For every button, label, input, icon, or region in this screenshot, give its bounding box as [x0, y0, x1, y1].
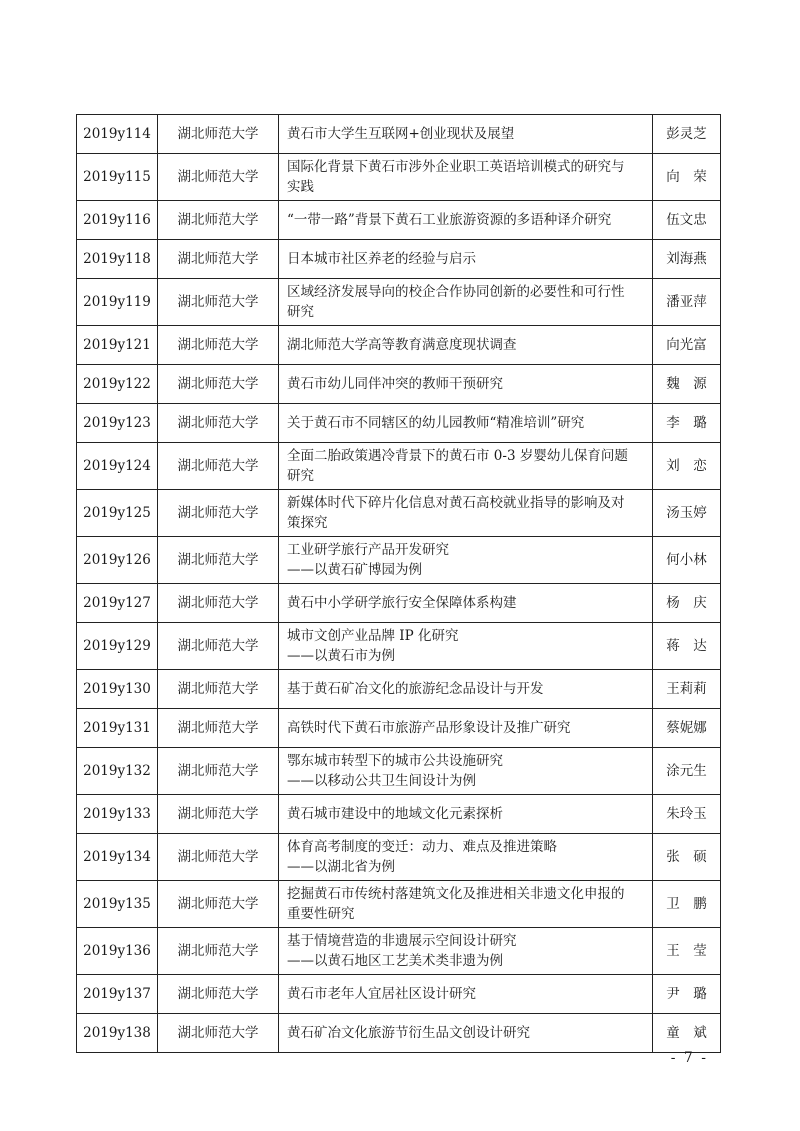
project-title-cell — [279, 490, 653, 537]
project-title-line2: ——以湖北省为例 — [287, 859, 395, 875]
project-id-cell: 2019y121 — [77, 326, 158, 365]
project-title-cell — [279, 279, 653, 326]
project-id-cell: 2019y134 — [77, 834, 158, 881]
institution-cell: 湖北师范大学 — [158, 326, 279, 365]
author-cell: 蔡妮娜 — [653, 709, 721, 748]
author-cell: 潘亚萍 — [653, 279, 721, 326]
project-title-cell — [279, 975, 653, 1014]
table-row — [77, 623, 721, 670]
institution-cell: 湖北师范大学 — [158, 975, 279, 1014]
project-title-cell — [279, 928, 653, 975]
institution-cell: 湖北师范大学 — [158, 670, 279, 709]
project-title-cell — [279, 834, 653, 881]
author-cell: 彭灵芝 — [653, 115, 721, 154]
table-row — [77, 443, 721, 490]
author-cell: 张 硕 — [653, 834, 721, 881]
project-table — [76, 114, 721, 1053]
project-id-cell: 2019y129 — [77, 623, 158, 670]
project-id-cell: 2019y127 — [77, 584, 158, 623]
project-id-cell: 2019y136 — [77, 928, 158, 975]
project-title-line1: 基于情境营造的非遗展示空间设计研究 — [287, 933, 517, 949]
project-id-cell: 2019y123 — [77, 404, 158, 443]
project-title-cell — [279, 795, 653, 834]
project-id-cell: 2019y116 — [77, 201, 158, 240]
page-number: - 7 - — [670, 1050, 708, 1066]
project-id-cell: 2019y130 — [77, 670, 158, 709]
author-cell: 伍文忠 — [653, 201, 721, 240]
project-title-cell — [279, 881, 653, 928]
project-title-line1: 国际化背景下黄石市涉外企业职工英语培训模式的研究与 — [287, 159, 625, 175]
project-id-cell: 2019y125 — [77, 490, 158, 537]
project-title-line1: 工业研学旅行产品开发研究 — [287, 542, 449, 558]
project-title-line2: ——以黄石市为例 — [287, 648, 395, 664]
project-title-cell — [279, 1014, 653, 1053]
project-title-line2: ——以黄石矿博园为例 — [287, 562, 422, 578]
table-row — [77, 795, 721, 834]
project-id-cell: 2019y124 — [77, 443, 158, 490]
table-row — [77, 326, 721, 365]
project-id-cell: 2019y118 — [77, 240, 158, 279]
project-title-line1: 黄石城市建设中的地域文化元素探析 — [287, 806, 503, 822]
project-id-cell: 2019y122 — [77, 365, 158, 404]
project-title-cell — [279, 748, 653, 795]
project-title-line2: 研究 — [287, 304, 314, 320]
project-title-line1: 基于黄石矿冶文化的旅游纪念品设计与开发 — [287, 681, 544, 697]
institution-cell: 湖北师范大学 — [158, 623, 279, 670]
institution-cell: 湖北师范大学 — [158, 240, 279, 279]
author-cell: 卫 鹏 — [653, 881, 721, 928]
project-title-line1: 区域经济发展导向的校企合作协同创新的必要性和可行性 — [287, 284, 625, 300]
project-id-cell: 2019y115 — [77, 154, 158, 201]
project-table-body — [77, 115, 721, 1053]
author-cell: 何小林 — [653, 537, 721, 584]
table-row — [77, 748, 721, 795]
project-id-cell: 2019y135 — [77, 881, 158, 928]
author-cell: 魏 源 — [653, 365, 721, 404]
project-title-cell — [279, 584, 653, 623]
project-id-cell: 2019y114 — [77, 115, 158, 154]
institution-cell: 湖北师范大学 — [158, 115, 279, 154]
project-title-line1: 城市文创产业品牌 IP 化研究 — [287, 628, 459, 644]
table-row — [77, 490, 721, 537]
project-title-line1: 黄石市幼儿同伴冲突的教师干预研究 — [287, 376, 503, 392]
author-cell: 尹 璐 — [653, 975, 721, 1014]
project-title-line1: 日本城市社区养老的经验与启示 — [287, 251, 476, 267]
project-title-line1: 全面二胎政策遇冷背景下的黄石市 0-3 岁婴幼儿保育问题 — [287, 448, 628, 464]
project-id-cell: 2019y132 — [77, 748, 158, 795]
table-row — [77, 240, 721, 279]
author-cell: 刘海燕 — [653, 240, 721, 279]
table-row — [77, 537, 721, 584]
project-title-line1: 黄石市老年人宜居社区设计研究 — [287, 986, 476, 1002]
institution-cell: 湖北师范大学 — [158, 154, 279, 201]
project-title-cell — [279, 240, 653, 279]
project-title-line1: 鄂东城市转型下的城市公共设施研究 — [287, 753, 503, 769]
author-cell: 向 荣 — [653, 154, 721, 201]
project-title-cell — [279, 537, 653, 584]
institution-cell: 湖北师范大学 — [158, 365, 279, 404]
table-row — [77, 881, 721, 928]
author-cell: 李 璐 — [653, 404, 721, 443]
project-table-wrapper — [76, 114, 720, 1053]
table-row — [77, 404, 721, 443]
project-title-line2: 策探究 — [287, 515, 328, 531]
project-title-cell — [279, 115, 653, 154]
author-cell: 刘 恋 — [653, 443, 721, 490]
institution-cell: 湖北师范大学 — [158, 834, 279, 881]
project-title-line1: 黄石市大学生互联网+创业现状及展望 — [287, 126, 515, 142]
project-title-line2: ——以移动公共卫生间设计为例 — [287, 773, 476, 789]
project-id-cell: 2019y138 — [77, 1014, 158, 1053]
project-title-line1: 挖掘黄石市传统村落建筑文化及推进相关非遗文化申报的 — [287, 886, 625, 902]
institution-cell: 湖北师范大学 — [158, 795, 279, 834]
institution-cell: 湖北师范大学 — [158, 881, 279, 928]
project-title-line2: 重要性研究 — [287, 906, 355, 922]
institution-cell: 湖北师范大学 — [158, 443, 279, 490]
project-title-line1: 黄石矿冶文化旅游节衍生品文创设计研究 — [287, 1025, 530, 1041]
author-cell: 杨 庆 — [653, 584, 721, 623]
project-title-line1: 体育高考制度的变迁：动力、难点及推进策略 — [287, 839, 557, 855]
project-title-line1: 湖北师范大学高等教育满意度现状调查 — [287, 337, 517, 353]
table-row — [77, 709, 721, 748]
project-id-cell: 2019y137 — [77, 975, 158, 1014]
project-title-cell — [279, 326, 653, 365]
project-title-line1: 新媒体时代下碎片化信息对黄石高校就业指导的影响及对 — [287, 495, 625, 511]
author-cell: 蒋 达 — [653, 623, 721, 670]
project-title-line1: “一带一路”背景下黄石工业旅游资源的多语种译介研究 — [287, 212, 612, 228]
institution-cell: 湖北师范大学 — [158, 584, 279, 623]
institution-cell: 湖北师范大学 — [158, 279, 279, 326]
institution-cell: 湖北师范大学 — [158, 709, 279, 748]
author-cell: 汤玉婷 — [653, 490, 721, 537]
project-title-line2: ——以黄石地区工艺美术类非遗为例 — [287, 953, 503, 969]
table-row — [77, 115, 721, 154]
author-cell: 王莉莉 — [653, 670, 721, 709]
project-title-cell — [279, 154, 653, 201]
table-row — [77, 1014, 721, 1053]
project-title-line2: 研究 — [287, 468, 314, 484]
project-id-cell: 2019y133 — [77, 795, 158, 834]
institution-cell: 湖北师范大学 — [158, 537, 279, 584]
project-title-line2: 实践 — [287, 179, 314, 195]
project-title-line1: 关于黄石市不同辖区的幼儿园教师“精准培训”研究 — [287, 415, 585, 431]
project-title-cell — [279, 201, 653, 240]
table-row — [77, 365, 721, 404]
table-row — [77, 584, 721, 623]
table-row — [77, 201, 721, 240]
project-id-cell: 2019y126 — [77, 537, 158, 584]
institution-cell: 湖北师范大学 — [158, 490, 279, 537]
author-cell: 童 斌 — [653, 1014, 721, 1053]
institution-cell: 湖北师范大学 — [158, 1014, 279, 1053]
table-row — [77, 975, 721, 1014]
project-title-cell — [279, 443, 653, 490]
project-title-cell — [279, 404, 653, 443]
table-row — [77, 928, 721, 975]
institution-cell: 湖北师范大学 — [158, 748, 279, 795]
project-title-cell — [279, 709, 653, 748]
table-row — [77, 834, 721, 881]
institution-cell: 湖北师范大学 — [158, 404, 279, 443]
project-title-line1: 高铁时代下黄石市旅游产品形象设计及推广研究 — [287, 720, 571, 736]
project-title-cell — [279, 365, 653, 404]
project-title-cell — [279, 670, 653, 709]
author-cell: 王 莹 — [653, 928, 721, 975]
author-cell: 向光富 — [653, 326, 721, 365]
table-row — [77, 279, 721, 326]
table-row — [77, 670, 721, 709]
project-id-cell: 2019y119 — [77, 279, 158, 326]
project-title-line1: 黄石中小学研学旅行安全保障体系构建 — [287, 595, 517, 611]
author-cell: 朱玲玉 — [653, 795, 721, 834]
project-id-cell: 2019y131 — [77, 709, 158, 748]
institution-cell: 湖北师范大学 — [158, 928, 279, 975]
table-row — [77, 154, 721, 201]
author-cell: 涂元生 — [653, 748, 721, 795]
project-title-cell — [279, 623, 653, 670]
institution-cell: 湖北师范大学 — [158, 201, 279, 240]
